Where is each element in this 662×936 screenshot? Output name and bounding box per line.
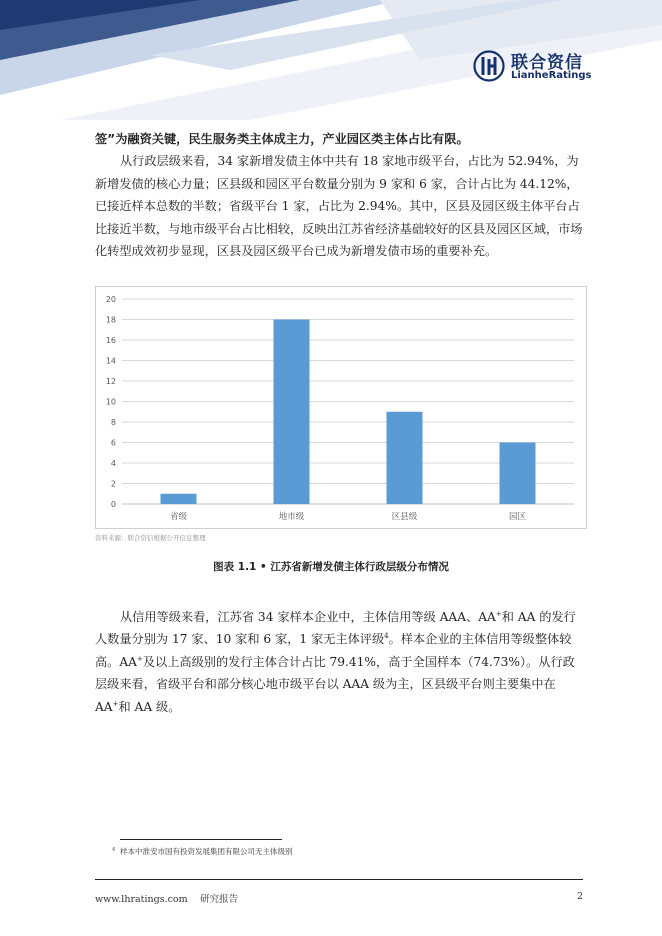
footnote-marker: 4 xyxy=(112,846,116,853)
y-tick-label: 16 xyxy=(105,336,116,345)
footnote xyxy=(112,846,292,857)
x-category-label: 园区 xyxy=(508,512,527,522)
paragraph2-part5: 和 AA 级。 xyxy=(118,699,181,714)
bar xyxy=(500,443,536,505)
logo-english-name: LianheRatings xyxy=(511,70,592,81)
logo-chinese-name: 联合资信 xyxy=(511,53,583,73)
x-category-label: 省级 xyxy=(169,512,188,522)
bar xyxy=(274,320,310,505)
footnote-divider xyxy=(120,839,282,840)
footnote-reference[interactable]: 4 xyxy=(384,632,389,641)
chart-source: 资料来源：联合资信根据公开信息整理 xyxy=(95,534,206,542)
y-tick-label: 18 xyxy=(105,315,116,325)
bar-chart xyxy=(95,286,587,529)
lianhe-logo-icon xyxy=(473,50,505,82)
y-tick-label: 6 xyxy=(110,438,116,448)
bar-chart-svg xyxy=(96,287,586,528)
company-logo xyxy=(473,50,593,86)
paragraph2-part3: 。样本企业的主体信用等级整体较高。AA xyxy=(95,632,572,669)
paragraph-body: 从行政层级来看，34 家新增发债主体中共有 18 家地市级平台，占比为 52.94%，为新增发债的核心力量；区县级和园区平台数量分别为 9 家和 6 家，合计占比为 44.12%，已接近样本总数的半数；省级平台 1 家，占比为 2.94%。其中，区县及园区级主体平台占比接近半数，与地市级平台占比相较，反映出江苏省经济基础较好的区县及园区区域，市场化转型成效初步显现，区县及园区级平台已成为新增发债市场的重要补充。 xyxy=(95,154,583,259)
footnote-text: 样本中淮安市国有投资发展集团有限公司无主体级别 xyxy=(119,847,293,856)
paragraph2-part1: 从信用等级来看，江苏省 34 家样本企业中，主体信用等级 AAA、AA xyxy=(120,610,496,624)
superscript-plus: + xyxy=(136,654,143,663)
bar xyxy=(387,412,423,504)
y-tick-label: 20 xyxy=(105,295,116,304)
y-tick-label: 4 xyxy=(110,459,116,468)
bar xyxy=(161,494,197,504)
y-tick-label: 12 xyxy=(105,377,116,386)
paragraph2-part4: 及以上高级别的发行主体合计占比 79.41%，高于全国样本（74.73%）。从行政层级来看，省级平台和部分核心地市级平台以 AAA 级为主，区县级平台则主要集中在 AA xyxy=(95,654,575,714)
superscript-plus: + xyxy=(112,699,119,708)
page-number: 2 xyxy=(577,891,584,902)
superscript-plus: + xyxy=(495,609,502,618)
chart-caption: 图表 1.1 • 江苏省新增发债主体行政层级分布情况 xyxy=(213,561,449,573)
footer-website: www.lhratings.com 研究报告 xyxy=(95,894,239,905)
y-tick-label: 0 xyxy=(110,500,116,509)
x-category-label: 地市级 xyxy=(278,512,305,522)
footer-divider xyxy=(95,879,583,880)
paragraph-credit-rating xyxy=(95,606,583,718)
y-tick-label: 8 xyxy=(110,418,116,427)
paragraph-bold-lead: 签”为融资关键，民生服务类主体成主力，产业园区类主体占比有限。 xyxy=(95,132,469,146)
y-tick-label: 10 xyxy=(105,397,116,407)
y-tick-label: 14 xyxy=(105,356,116,366)
paragraph-administrative-level xyxy=(95,128,583,262)
paragraph2-part2: 和 AA 的发行人数量分别为 17 家、10 家和 6 家，1 家无主体评级 xyxy=(95,610,576,647)
x-category-label: 区县级 xyxy=(391,512,418,522)
y-tick-label: 2 xyxy=(110,479,116,489)
